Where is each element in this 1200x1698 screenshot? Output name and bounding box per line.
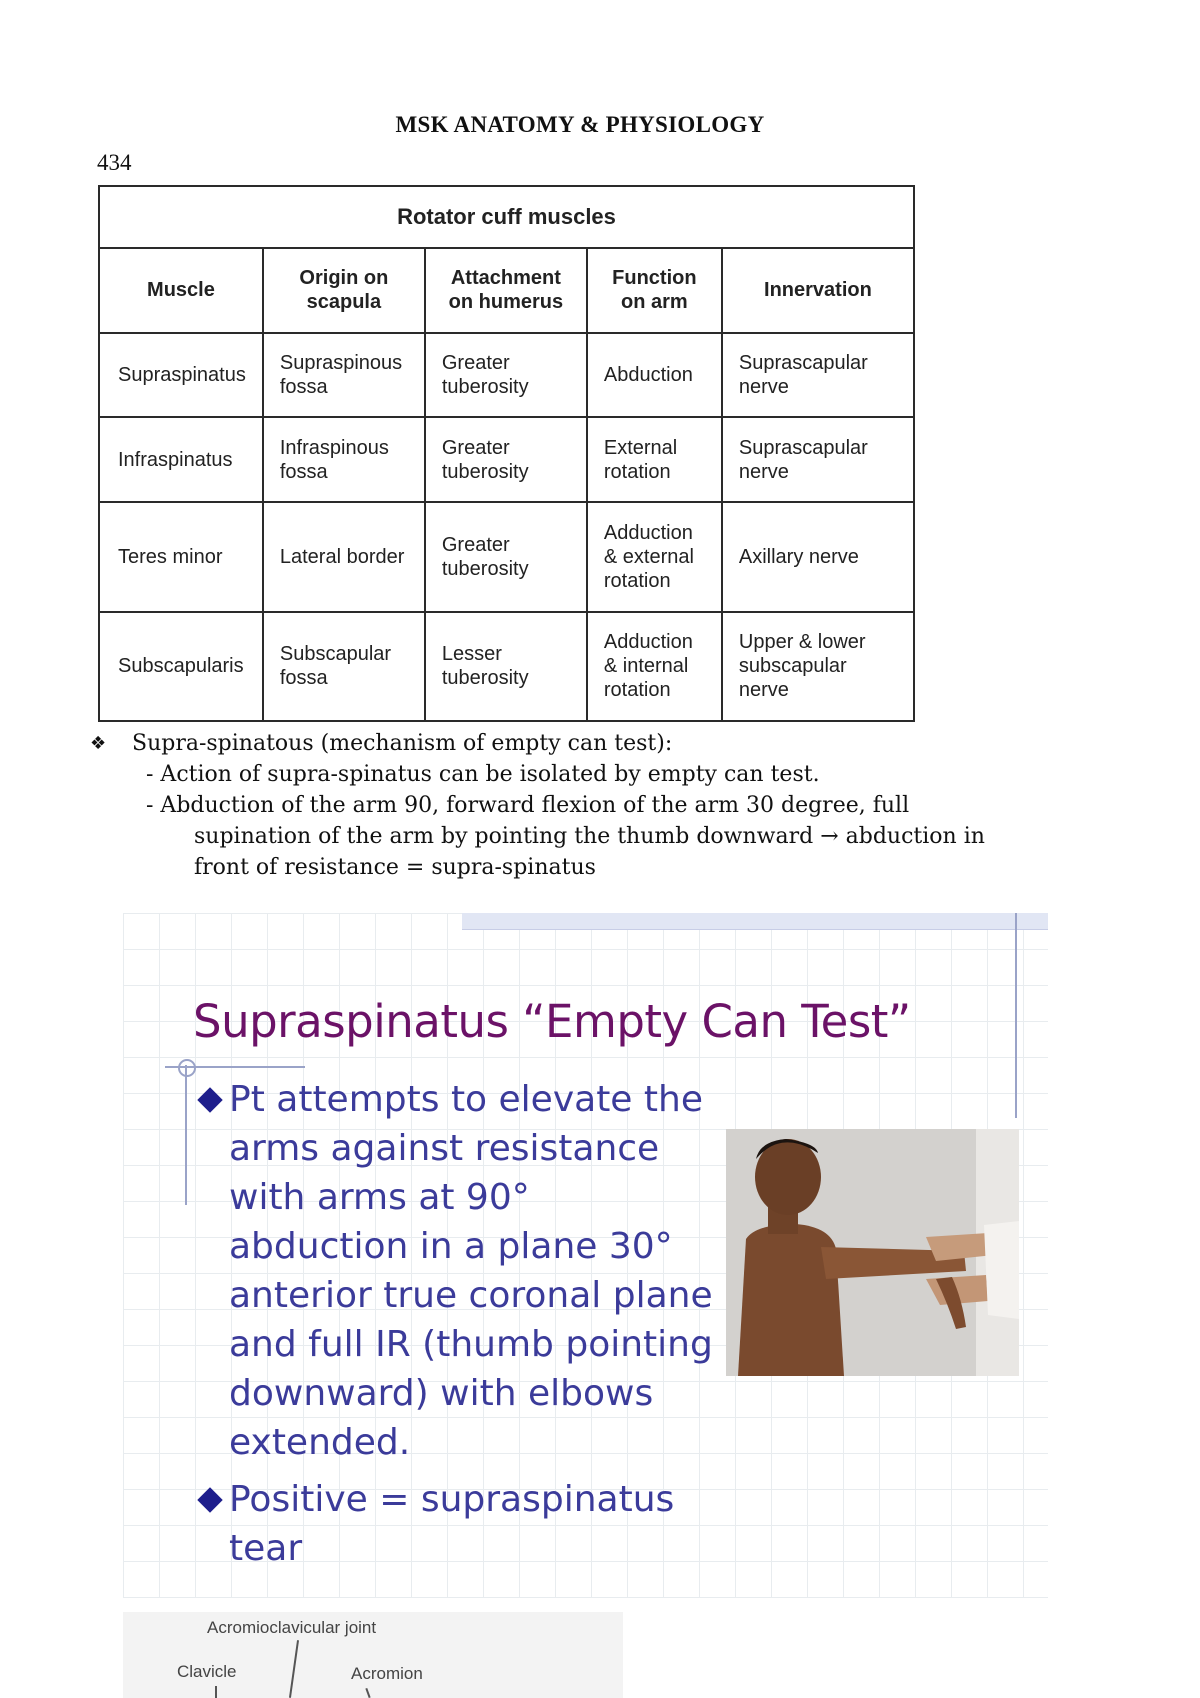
table-title: Rotator cuff muscles [99,186,914,248]
label-clavicle: Clavicle [177,1662,237,1681]
slide-top-band [462,913,1048,930]
cell-muscle: Subscapularis [99,612,263,721]
col-header-origin: Origin on scapula [263,248,425,332]
cell-attachment: Greater tuberosity [425,417,587,502]
rotator-cuff-table [98,185,915,722]
cell-innervation: Upper & lower subscapular nerve [722,612,914,721]
cell-function: External rotation [587,417,722,502]
label-acromioclavicular-joint: Acromioclavicular joint [207,1618,377,1637]
slide-bullet-text: Pt attempts to elevate the arms against resistance with arms at 90° abduction in a plane 30° anterior true coronal plane and full IR (thumb pointing downward) with elbows extended. [229,1079,713,1463]
note-line-2: - Abduction of the arm 90, forward flexion of the arm 30 degree, full [146,793,910,818]
leader-line [365,1688,370,1698]
cell-function: Adduction & internal rotation [587,612,722,721]
col-header-function: Function on arm [587,248,722,332]
leader-line [289,1640,299,1698]
diamond-bullet-icon [197,1487,222,1512]
col-header-muscle: Muscle [99,248,263,332]
cell-innervation: Axillary nerve [722,502,914,611]
cell-muscle: Supraspinatus [99,333,263,417]
notes-section [90,728,1160,883]
note-heading: Supra-spinatous (mechanism of empty can test): [132,731,673,756]
cell-attachment: Lesser tuberosity [425,612,587,721]
crosshair-icon [178,1059,196,1077]
table-row [99,417,914,502]
col-header-innervation: Innervation [722,248,914,332]
diamond-bullet-icon: ❖ [90,733,107,754]
cell-attachment: Greater tuberosity [425,502,587,611]
note-heading-line [90,728,1160,759]
slide-title: Supraspinatus “Empty Can Test” [193,995,911,1048]
cell-function: Abduction [587,333,722,417]
leader-line [215,1686,217,1698]
note-line-1: - Action of supra-spinatus can be isolated by empty can test. [146,762,820,787]
slide-bullet [195,1475,715,1573]
slide-decor-line [1015,913,1017,1118]
table-row [99,612,914,721]
cell-function: Adduction & external rotation [587,502,722,611]
label-acromion: Acromion [351,1664,423,1683]
cell-innervation: Suprascapular nerve [722,417,914,502]
slide-bullet [195,1075,715,1467]
note-line-2-cont: supination of the arm by pointing the thumb downward → abduction in [194,824,985,849]
diamond-bullet-icon [197,1087,222,1112]
table-row [99,333,914,417]
cell-muscle: Teres minor [99,502,263,611]
slide-bullet-text: Positive = supraspinatus tear [229,1479,675,1569]
note-line-2-end: front of resistance = supra-spinatus [194,855,596,880]
cell-origin: Infraspinous fossa [263,417,425,502]
cell-attachment: Greater tuberosity [425,333,587,417]
cell-origin: Lateral border [263,502,425,611]
cell-muscle: Infraspinatus [99,417,263,502]
page-number: 434 [97,150,132,175]
cell-innervation: Suprascapular nerve [722,333,914,417]
empty-can-test-photo [726,1129,1019,1376]
empty-can-test-slide [123,913,1048,1598]
page-header: MSK ANATOMY & PHYSIOLOGY [395,112,765,137]
cell-origin: Supraspinous fossa [263,333,425,417]
shoulder-anatomy-diagram [123,1612,623,1698]
col-header-attachment: Attachment on humerus [425,248,587,332]
slide-bullets [195,1075,715,1581]
table-row [99,502,914,611]
slide-decor-line [185,1065,187,1205]
cell-origin: Subscapular fossa [263,612,425,721]
